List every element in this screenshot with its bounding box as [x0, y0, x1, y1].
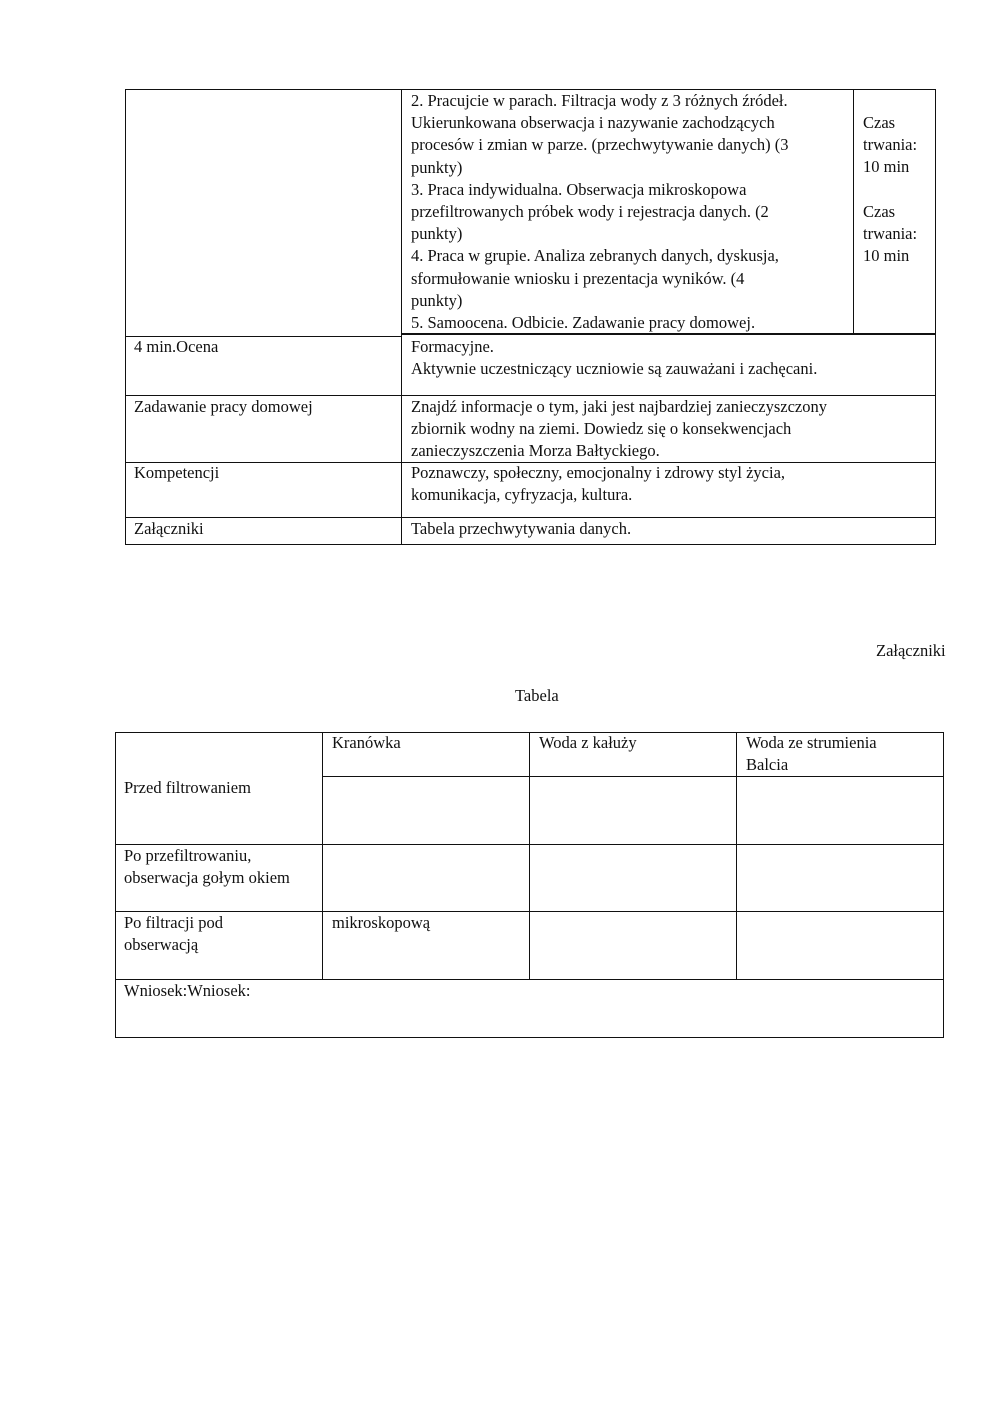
procedure-line: procesów i zmian w parze. (przechwytywanie danych) (3	[411, 135, 789, 155]
procedure-line: punkty)	[411, 224, 463, 244]
homework-line: zanieczyszczenia Morza Bałtyckiego.	[411, 441, 660, 461]
column-divider	[529, 732, 530, 980]
row-label-attachments: Załączniki	[134, 519, 204, 538]
assessment-line: Aktywnie uczestniczący uczniowie są zauważani i zachęcani.	[411, 359, 818, 379]
row-label-competences: Kompetencji	[134, 463, 220, 482]
time-column-divider	[853, 89, 854, 335]
competences-line: Poznawczy, społeczny, emocjonalny i zdrowy styl życia,	[411, 463, 786, 482]
row-label-line: Po filtracji pod	[124, 913, 223, 932]
competences-line: komunikacja, cyfryzacja, kultura.	[411, 485, 633, 505]
attachments-content: Tabela przechwytywania danych.	[411, 519, 632, 538]
procedure-line: 4. Praca w grupie. Analiza zebranych danych, dyskusja,	[411, 246, 779, 266]
homework-line: zbiornik wodny na ziemi. Dowiedz się o konsekwencjach	[411, 419, 792, 439]
row-label-line: obserwacja gołym okiem	[124, 868, 290, 888]
duration-label: Czas	[863, 113, 896, 132]
row-label-line: obserwacją	[124, 935, 199, 955]
procedure-line: punkty)	[411, 157, 463, 177]
duration-label: Czas	[863, 201, 896, 221]
procedure-line: 2. Pracujcie w parach. Filtracja wody z 3 różnych źródeł.	[411, 91, 788, 110]
duration-label: trwania:	[863, 135, 918, 155]
column-header-line: Woda ze strumienia	[746, 733, 877, 752]
column-header-puddle-water: Woda z kałuży	[539, 733, 637, 752]
column-header-line: Balcia	[746, 755, 789, 775]
column-divider	[736, 732, 737, 980]
table-title: Tabela	[515, 686, 559, 705]
attachments-heading: Załączniki	[876, 641, 946, 660]
procedure-line: punkty)	[411, 290, 463, 310]
assessment-content	[411, 336, 817, 380]
duration-value: 10 min	[863, 246, 910, 266]
competences-content	[411, 462, 785, 506]
row-label-before-filtering: Przed filtrowaniem	[124, 778, 251, 797]
duration-value: 10 min	[863, 157, 910, 177]
duration-column	[863, 112, 933, 267]
procedure-line: 5. Samoocena. Odbicie. Zadawanie pracy domowej.	[411, 313, 756, 333]
procedure-line: przefiltrowanych próbek wody i rejestracja danych. (2	[411, 202, 769, 222]
homework-content	[411, 396, 827, 463]
column-header-stream-water	[746, 732, 877, 776]
row-label-after-filtering-naked-eye	[124, 845, 290, 889]
procedure-line: sformułowanie wniosku i prezentacja wyników. (4	[411, 268, 745, 288]
row-label-after-filtering-microscope	[124, 912, 223, 956]
homework-line: Znajdź informacje o tym, jaki jest najbardziej zanieczyszczony	[411, 397, 827, 416]
row-divider	[115, 911, 944, 912]
row-label-homework: Zadawanie pracy domowej	[134, 397, 313, 416]
assessment-line: Formacyjne.	[411, 337, 494, 356]
row-label-assessment: 4 min.Ocena	[134, 337, 219, 356]
row-label-line: Po przefiltrowaniu,	[124, 846, 252, 865]
procedure-steps	[411, 90, 851, 334]
column-divider	[322, 732, 323, 980]
conclusion-label: Wniosek:Wniosek:	[124, 981, 251, 1000]
column-header-tap-water: Kranówka	[332, 733, 401, 752]
microscope-cell: mikroskopową	[332, 913, 431, 932]
procedure-line: 3. Praca indywidualna. Obserwacja mikroskopowa	[411, 179, 747, 199]
duration-label: trwania:	[863, 223, 918, 243]
column-divider	[401, 89, 402, 545]
procedure-line: Ukierunkowana obserwacja i nazywanie zachodzących	[411, 113, 775, 133]
